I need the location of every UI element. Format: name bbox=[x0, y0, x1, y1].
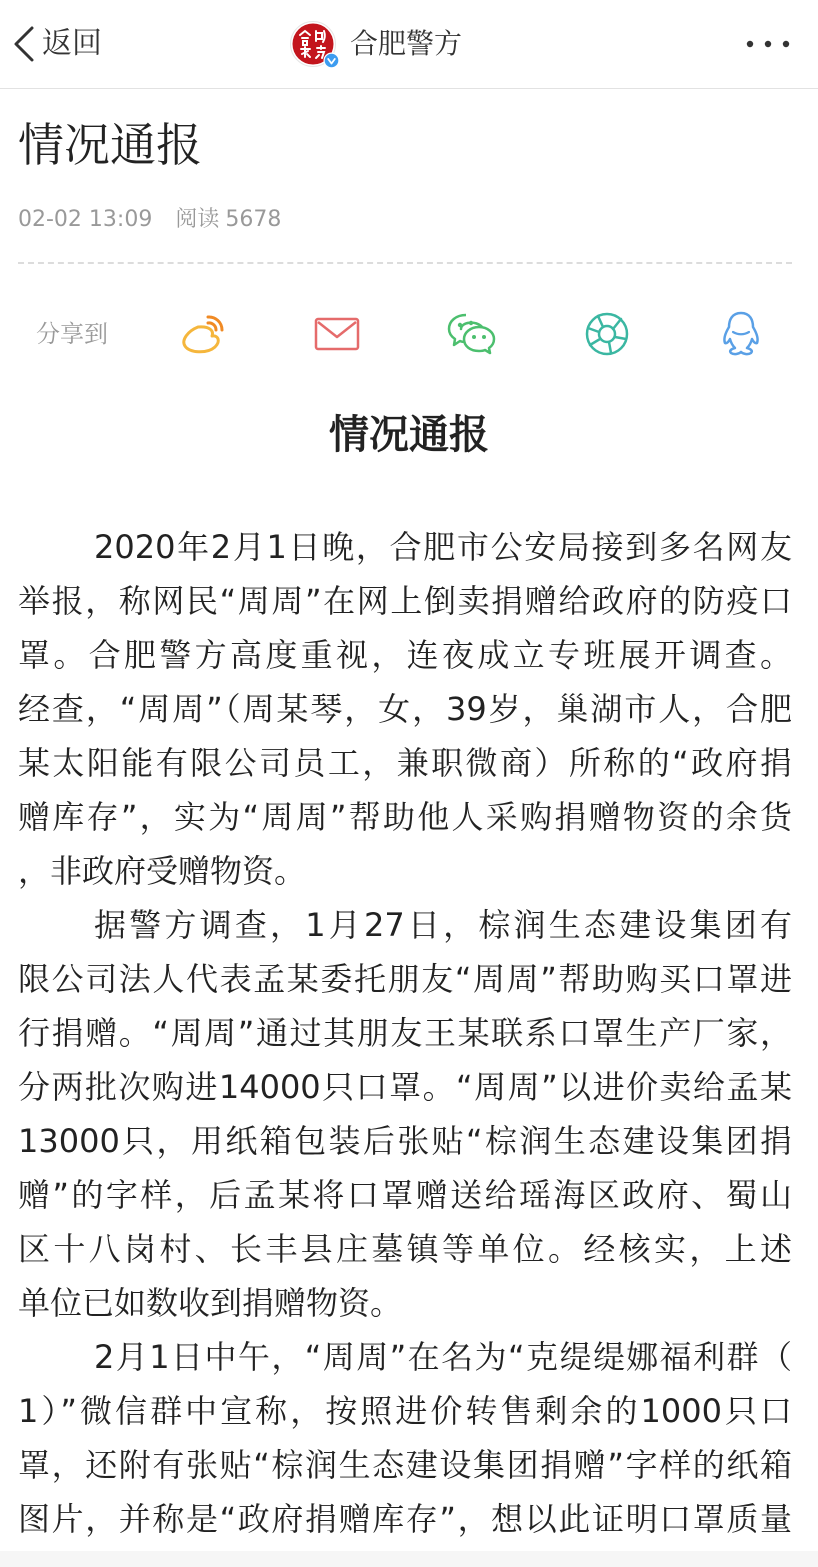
body-line: 1）”微信群中宣称，按照进价转售剩余的1000只口 bbox=[18, 1392, 792, 1430]
paragraph bbox=[18, 898, 792, 1330]
verified-badge-icon bbox=[323, 52, 340, 69]
body-line: 图片，并称是“政府捐赠库存”，想以此证明口罩质量 bbox=[18, 1500, 792, 1538]
share-qq-button[interactable] bbox=[715, 308, 767, 360]
body-line: 行捐赠。“周周”通过其朋友王某联系口罩生产厂家， bbox=[18, 1014, 792, 1052]
more-dots-icon bbox=[742, 32, 794, 56]
body-line: ，非政府受赠物资。 bbox=[18, 852, 307, 890]
bottom-edge bbox=[0, 1551, 818, 1567]
weibo-icon bbox=[177, 308, 229, 360]
paragraph bbox=[18, 520, 792, 898]
qq-icon bbox=[715, 308, 767, 360]
publish-time: 02-02 13:09 bbox=[18, 207, 153, 232]
paragraph bbox=[18, 1330, 792, 1546]
body-line: 罩。合肥警方高度重视，连夜成立专班展开调查。 bbox=[18, 636, 792, 674]
share-wechat-button[interactable] bbox=[446, 308, 498, 360]
body-line: 限公司法人代表孟某委托朋友“周周”帮助购买口罩进 bbox=[18, 960, 792, 998]
body-line: 罩，还附有张贴“棕润生态建设集团捐赠”字样的纸箱 bbox=[18, 1446, 792, 1484]
body-line: 赠”的字样，后孟某将口罩赠送给瑶海区政府、蜀山 bbox=[18, 1176, 792, 1214]
back-button[interactable] bbox=[12, 22, 102, 66]
body-line: 举报，称网民“周周”在网上倒卖捐赠给政府的防疫口 bbox=[18, 582, 792, 620]
article-headline: 情况通报 bbox=[329, 412, 489, 458]
share-moments-button[interactable] bbox=[581, 308, 633, 360]
avatar[interactable] bbox=[290, 21, 336, 67]
body-line: 经查，“周周”（周某琴，女，39岁，巢湖市人，合肥 bbox=[18, 690, 792, 728]
body-line: 单位已如数收到捐赠物资。 bbox=[18, 1284, 403, 1322]
body-line: 赠库存”，实为“周周”帮助他人采购捐赠物资的余货 bbox=[18, 798, 792, 836]
body-line: 区十八岗村、长丰县庄墓镇等单位。经核实，上述 bbox=[18, 1230, 792, 1268]
account-name[interactable]: 合肥警方 bbox=[350, 27, 463, 60]
chevron-left-icon bbox=[12, 25, 36, 63]
article-body bbox=[18, 520, 792, 1546]
body-line: 13000只，用纸箱包装后张贴“棕润生态建设集团捐 bbox=[18, 1122, 792, 1160]
share-bar bbox=[0, 306, 818, 362]
mail-icon bbox=[311, 308, 363, 360]
share-mail-button[interactable] bbox=[311, 308, 363, 360]
more-button[interactable] bbox=[742, 32, 794, 56]
read-count: 5678 bbox=[225, 207, 282, 232]
wechat-icon bbox=[446, 308, 498, 360]
body-line: 据警方调查，1月27日，棕润生态建设集团有 bbox=[94, 906, 792, 944]
share-weibo-button[interactable] bbox=[177, 308, 229, 360]
page-title: 情况通报 bbox=[18, 118, 202, 172]
moments-icon bbox=[581, 308, 633, 360]
article-meta bbox=[18, 205, 281, 235]
account-header[interactable] bbox=[290, 20, 462, 68]
body-line: 分两批次购进14000只口罩。“周周”以进价卖给孟某 bbox=[18, 1068, 792, 1106]
share-label: 分享到 bbox=[36, 320, 108, 348]
dashed-divider bbox=[18, 262, 792, 264]
top-nav-bar bbox=[0, 0, 818, 89]
body-line: 某太阳能有限公司员工，兼职微商）所称的“政府捐 bbox=[18, 744, 792, 782]
read-label: 阅读 bbox=[175, 207, 220, 232]
body-line: 2月1日中午，“周周”在名为“克缇缇娜福利群（ bbox=[94, 1338, 792, 1376]
back-label: 返回 bbox=[42, 26, 102, 61]
body-line: 2020年2月1日晚，合肥市公安局接到多名网友 bbox=[94, 528, 792, 566]
